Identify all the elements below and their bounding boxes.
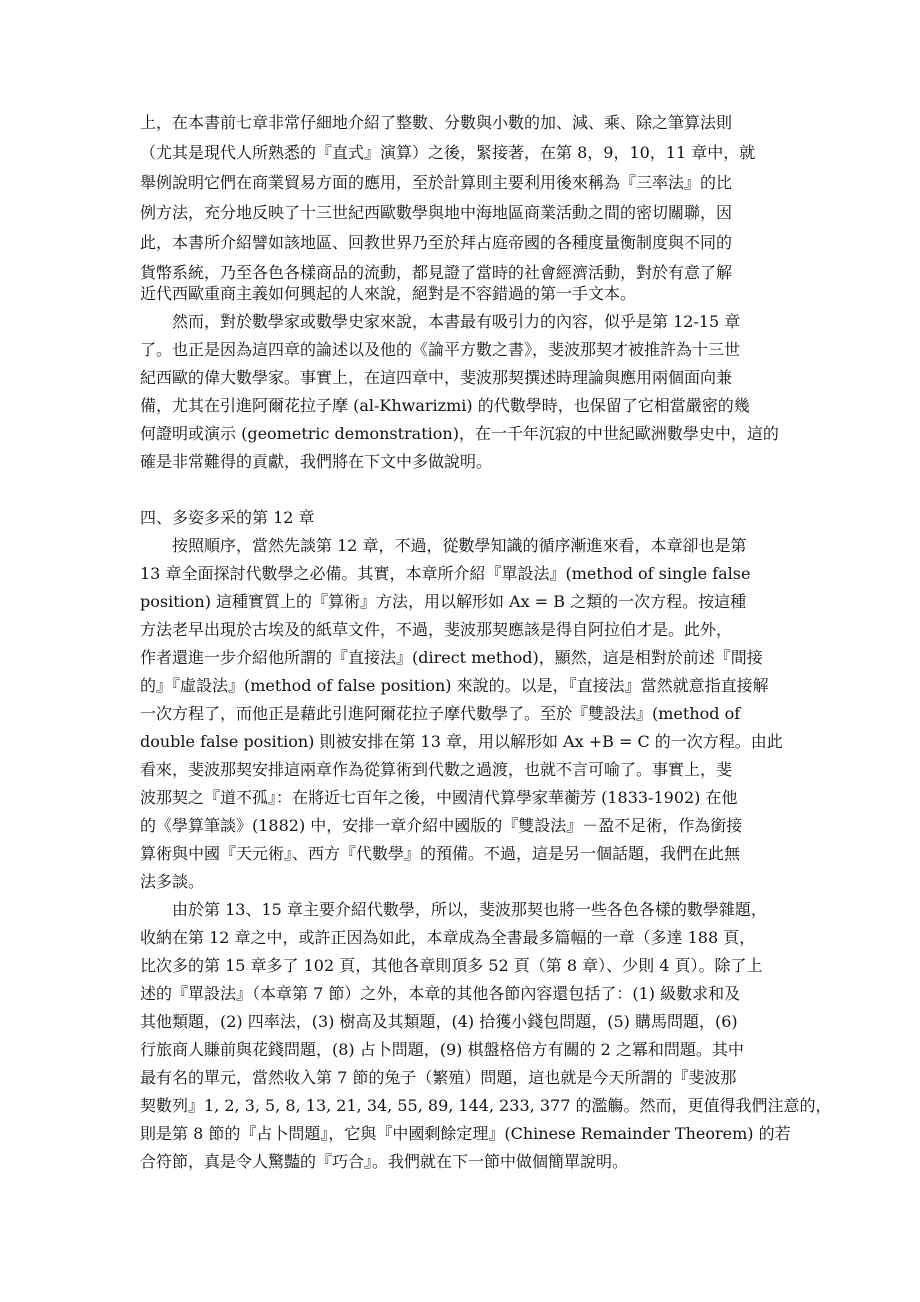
- text-line: 舉例說明它們在商業貿易方面的應用，至於計算則主要利用後來稱為『三率法』的比: [140, 173, 733, 192]
- text-line: 然而，對於數學家或數學史家來說，本書最有吸引力的內容，似乎是第 12-15 章: [172, 312, 741, 331]
- text-line: 上，在本書前七章非常仔細地介紹了整數、分數與小數的加、減、乘、除之筆算法則: [140, 113, 733, 132]
- text-line: 何證明或演示 (geometric demonstration)，在一千年沉寂的中世紀歐洲數學史中，這的: [140, 424, 779, 443]
- text-line: 算術與中國『天元術』、西方『代數學』的預備。不過，這是另一個話題，我們在此無: [140, 844, 741, 863]
- text-line: 述的『單設法』（本章第 7 節）之外，本章的其他各節內容還包括了：(1) 級數求和及: [140, 984, 741, 1003]
- text-line: 則是第 8 節的『占卜問題』，它與『中國剩餘定理』(Chinese Remainder Theorem) 的若: [140, 1124, 791, 1143]
- text-line: 由於第 13、15 章主要介紹代數學，所以，斐波那契也將一些各色各樣的數學雜題，: [172, 900, 767, 919]
- text-line: 備，尤其在引進阿爾花拉子摩 (al-Khwarizmi) 的代數學時，也保留了它相當嚴密的幾: [140, 396, 750, 415]
- text-line: 確是非常難得的貢獻，我們將在下文中多做說明。: [140, 452, 493, 471]
- text-line: 行旅商人賺前與花錢問題，(8) 占卜問題，(9) 棋盤格倍方有關的 2 之冪和問題。其中: [140, 1040, 744, 1059]
- section-heading: 四、多姿多采的第 12 章: [140, 508, 315, 527]
- text-line: 一次方程了，而他正是藉此引進阿爾花拉子摩代數學了。至於『雙設法』(method of: [140, 704, 741, 723]
- text-line: 波那契之『道不孤』：在將近七百年之後，中國清代算學家華蘅芳 (1833-1902) 在他: [140, 788, 738, 807]
- text-line: （尤其是現代人所熟悉的『直式』演算）之後，緊接著，在第 8，9，10，11 章中，就: [140, 143, 756, 162]
- text-line: position) 這種實質上的『算術』方法，用以解形如 Ax = B 之類的一次方程。按這種: [140, 592, 747, 611]
- text-line: 紀西歐的偉大數學家。事實上，在這四章中，斐波那契撰述時理論與應用兩個面向兼: [140, 368, 733, 387]
- text-line: 契數列』1, 2, 3, 5, 8, 13, 21, 34, 55, 89, 144, 233, 377 的濫觴。然而，更值得我們注意的，: [140, 1096, 832, 1115]
- text-line: 按照順序，當然先談第 12 章，不過，從數學知識的循序漸進來看，本章卻也是第: [172, 536, 747, 555]
- text-line: 最有名的單元，當然收入第 7 節的兔子（繁殖）問題，這也就是今天所謂的『斐波那: [140, 1068, 737, 1087]
- text-line: 收納在第 12 章之中，或許正因為如此，本章成為全書最多篇幅的一章（多達 188 頁，: [140, 928, 756, 947]
- text-line: 13 章全面探討代數學之必備。其實，本章所介紹『單設法』(method of single false: [140, 564, 751, 583]
- text-line: 近代西歐重商主義如何興起的人來說，絕對是不容錯過的第一手文本。: [140, 284, 637, 303]
- text-line: 合符節，真是令人驚豔的『巧合』。我們就在下一節中做個簡單說明。: [140, 1152, 629, 1171]
- text-line: 了。也正是因為這四章的論述以及他的《論平方數之書》，斐波那契才被推許為十三世: [140, 340, 741, 359]
- text-line: 其他類題，(2) 四率法，(3) 樹高及其類題，(4) 拾獲小錢包問題，(5) 購馬問題，(6): [140, 1012, 738, 1031]
- text-line: double false position) 則被安排在第 13 章，用以解形如 Ax +B = C 的一次方程。由此: [140, 732, 783, 751]
- text-line: 的《學算筆談》(1882) 中，安排一章介紹中國版的『雙設法』－盈不足術，作為銜接: [140, 816, 743, 835]
- text-line: 法多談。: [140, 872, 205, 891]
- text-line: 貨幣系統，乃至各色各樣商品的流動，都見證了當時的社會經濟活動，對於有意了解: [140, 263, 733, 282]
- text-line: 的』『虛設法』(method of false position) 來說的。以是，『直接法』當然就意指直接解: [140, 676, 769, 695]
- text-line: 此，本書所介紹譬如該地區、回教世界乃至於拜占庭帝國的各種度量衡制度與不同的: [140, 233, 733, 252]
- text-line: 看來，斐波那契安排這兩章作為從算術到代數之過渡，也就不言可喻了。事實上，斐: [140, 760, 733, 779]
- text-line: 比次多的第 15 章多了 102 頁，其他各章則頂多 52 頁（第 8 章）、少則 4 頁）。除了上: [140, 956, 763, 975]
- text-line: 例方法，充分地反映了十三世紀西歐數學與地中海地區商業活動之間的密切關聯，因: [140, 203, 733, 222]
- text-line: 作者還進一步介紹他所謂的『直接法』(direct method)，顯然，這是相對於前述『間接: [140, 648, 763, 667]
- text-line: 方法老早出現於古埃及的紙草文件，不過，斐波那契應該是得自阿拉伯才是。此外，: [140, 620, 733, 639]
